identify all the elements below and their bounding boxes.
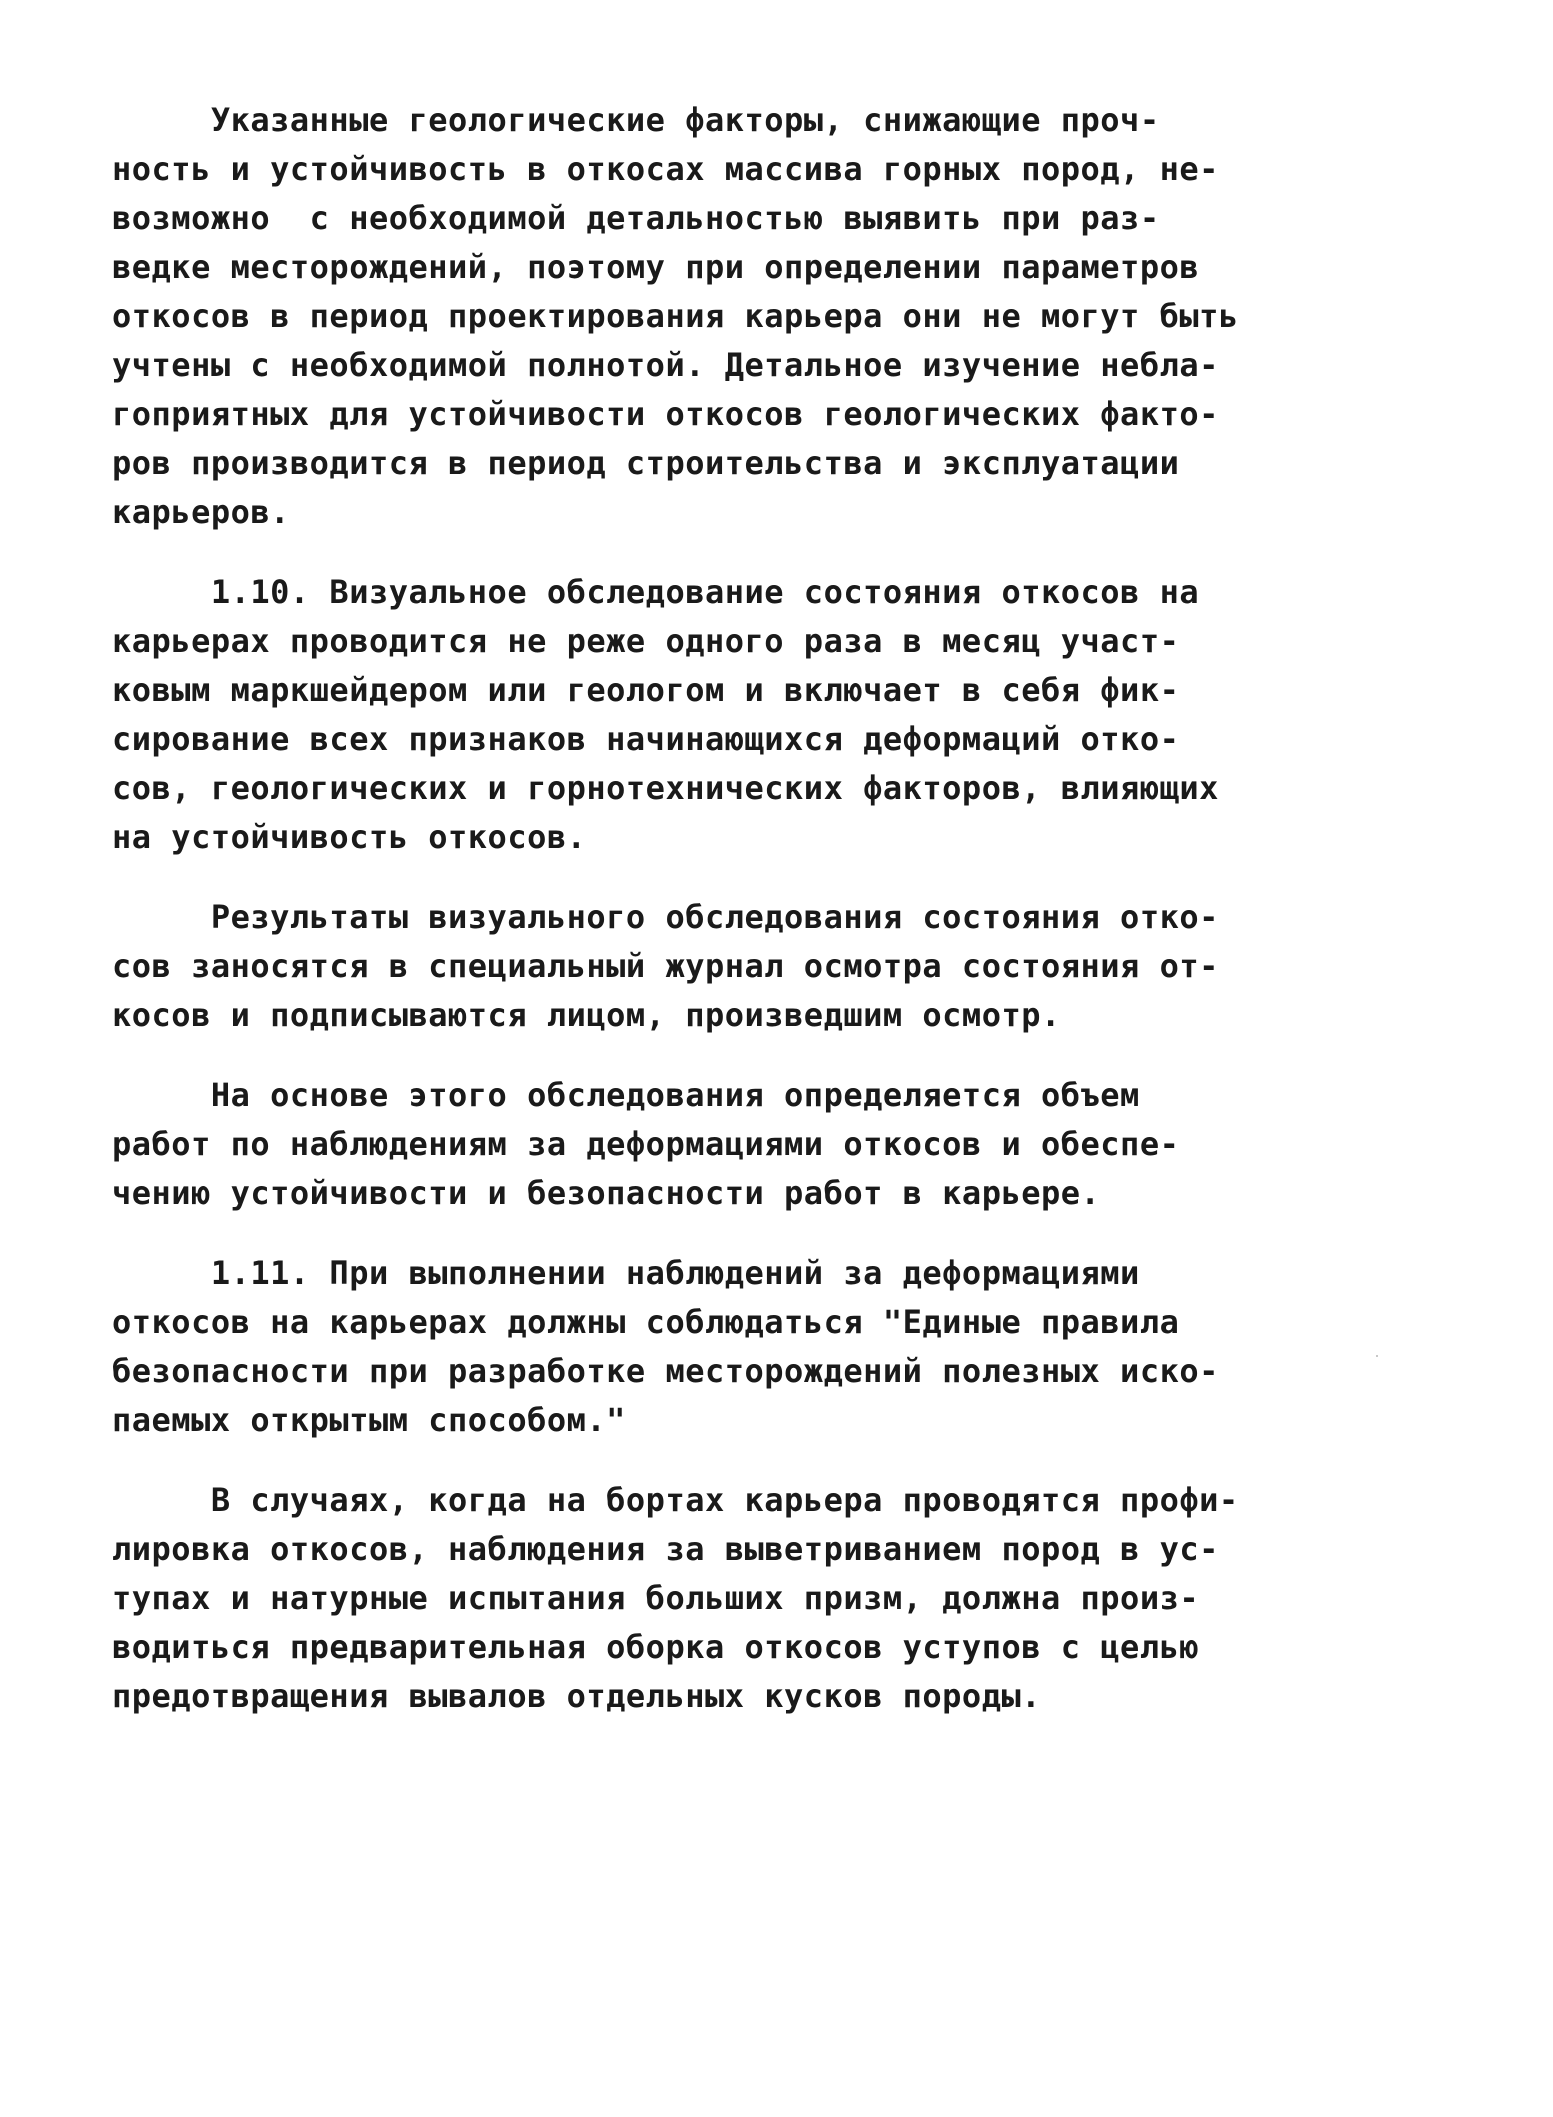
text-line: карьерах проводится не реже одного раза в месяц участ-	[112, 622, 1180, 660]
document-body	[112, 96, 1430, 1752]
text-line: ведке месторождений, поэтому при определении параметров	[112, 248, 1200, 286]
text-line: чению устойчивости и безопасности работ в карьере.	[112, 1174, 1101, 1212]
text-line: На основе этого обследования определяется объем	[112, 1076, 1140, 1114]
paragraph-slope-profiling	[112, 1476, 1430, 1721]
text-line: возможно с необходимой детальностью выявить при раз-	[112, 199, 1160, 237]
text-line: учтены с необходимой полнотой. Детальное изучение небла-	[112, 346, 1219, 384]
text-line: работ по наблюдениям за деформациями откосов и обеспе-	[112, 1125, 1180, 1163]
text-line: гоприятных для устойчивости откосов геологических факто-	[112, 395, 1219, 433]
text-line: сов заносятся в специальный журнал осмотра состояния от-	[112, 947, 1219, 985]
text-line: тупах и натурные испытания больших призм, должна произ-	[112, 1579, 1200, 1617]
scan-speck	[1376, 1355, 1378, 1357]
text-line: В случаях, когда на бортах карьера проводятся профи-	[112, 1481, 1239, 1519]
text-line: сов, геологических и горнотехнических факторов, влияющих	[112, 769, 1219, 807]
paragraph-section-1-11	[112, 1249, 1430, 1445]
text-line: ность и устойчивость в откосах массива горных пород, не-	[112, 150, 1219, 188]
text-line: паемых открытым способом."	[112, 1401, 626, 1439]
text-line: 1.10. Визуальное обследование состояния откосов на	[112, 573, 1200, 611]
text-line: водиться предварительная оборка откосов уступов с целью	[112, 1628, 1200, 1666]
text-line: предотвращения вывалов отдельных кусков породы.	[112, 1677, 1041, 1715]
text-line: безопасности при разработке месторождений полезных иско-	[112, 1352, 1219, 1390]
text-line: ковым маркшейдером или геологом и включает в себя фик-	[112, 671, 1180, 709]
text-line: Указанные геологические факторы, снижающие проч-	[112, 101, 1160, 139]
text-line: карьеров.	[112, 493, 290, 531]
text-line: откосов в период проектирования карьера они не могут быть	[112, 297, 1239, 335]
text-line: сирование всех признаков начинающихся деформаций отко-	[112, 720, 1180, 758]
paragraph-scope-of-work	[112, 1071, 1430, 1218]
text-line: ров производится в период строительства и эксплуатации	[112, 444, 1180, 482]
text-line: откосов на карьерах должны соблюдаться "Единые правила	[112, 1303, 1180, 1341]
text-line: лировка откосов, наблюдения за выветриванием пород в ус-	[112, 1530, 1219, 1568]
text-line: 1.11. При выполнении наблюдений за деформациями	[112, 1254, 1140, 1292]
paragraph-inspection-results	[112, 893, 1430, 1040]
text-line: на устойчивость откосов.	[112, 818, 587, 856]
paragraph-section-1-10	[112, 568, 1430, 862]
text-line: косов и подписываются лицом, произведшим осмотр.	[112, 996, 1061, 1034]
text-line: Результаты визуального обследования состояния отко-	[112, 898, 1219, 936]
paragraph-geological-factors	[112, 96, 1430, 537]
